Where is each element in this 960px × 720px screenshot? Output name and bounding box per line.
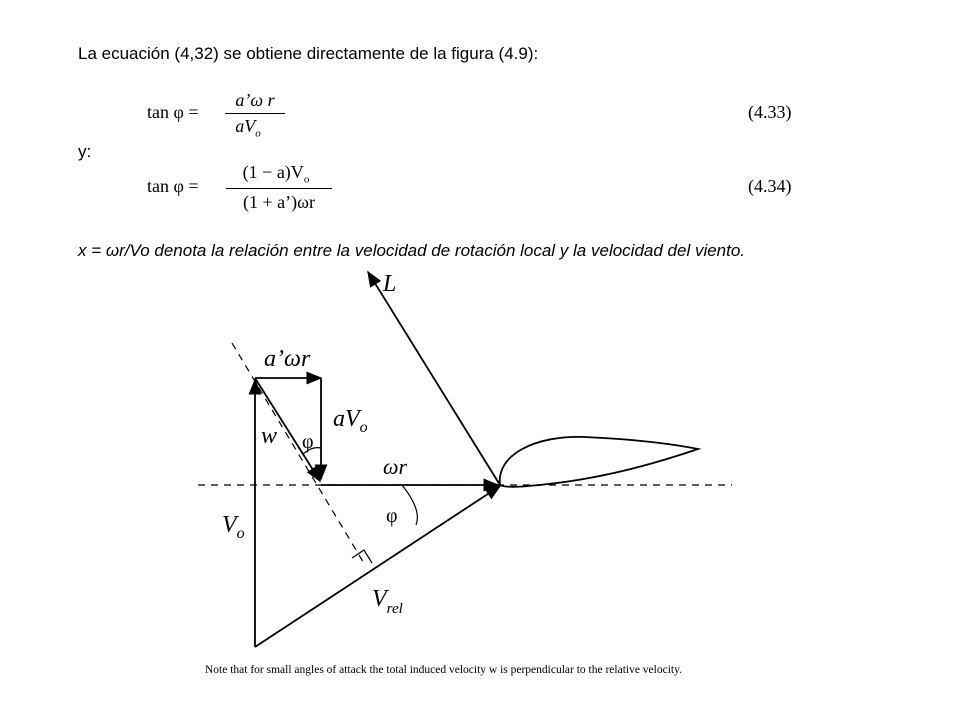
label-w: w xyxy=(261,423,278,449)
phi-angle-arc-lower xyxy=(402,485,417,525)
airfoil-shape xyxy=(500,437,698,487)
eq-434-lhs: tan φ = xyxy=(147,176,199,196)
label-omega-r: ωr xyxy=(383,454,408,479)
explanation-paragraph: x = ωr/Vo denota la relación entre la velocidad de rotación local y la velocidad del viento. xyxy=(78,241,746,260)
eq-434-label: (4.34) xyxy=(748,176,792,196)
eq-433-denominator: $aV_o$ xyxy=(235,116,261,140)
label-vrel: $V_{rel}$ xyxy=(372,586,403,617)
label-a-omega-r: a’ωr xyxy=(264,346,311,372)
eq-433-lhs: tan φ = xyxy=(147,102,199,122)
y-text: y: xyxy=(78,142,92,161)
figure-caption: Note that for small angles of attack the total induced velocity w is perpendicular to the relative velocity. xyxy=(205,664,682,676)
label-lift: L xyxy=(383,271,397,297)
vrel-vector-arrow xyxy=(255,486,500,647)
eq-433-numerator: a’ω r xyxy=(235,90,275,110)
label-phi-lower: φ xyxy=(386,505,398,527)
eq-434-denominator: (1 + a’)ωr xyxy=(243,192,315,212)
label-vo: $V_o$ xyxy=(222,512,245,542)
label-avo: $aV_o$ xyxy=(333,406,368,436)
perpendicular-dashed-line xyxy=(232,343,365,565)
label-phi-upper: φ xyxy=(302,431,314,453)
intro-text: La ecuación (4,32) se obtiene directamente de la figura (4.9): xyxy=(78,44,539,63)
eq-433-label: (4.33) xyxy=(748,102,792,122)
eq-434-numerator: $(1 - a)V_o$ xyxy=(242,162,310,186)
